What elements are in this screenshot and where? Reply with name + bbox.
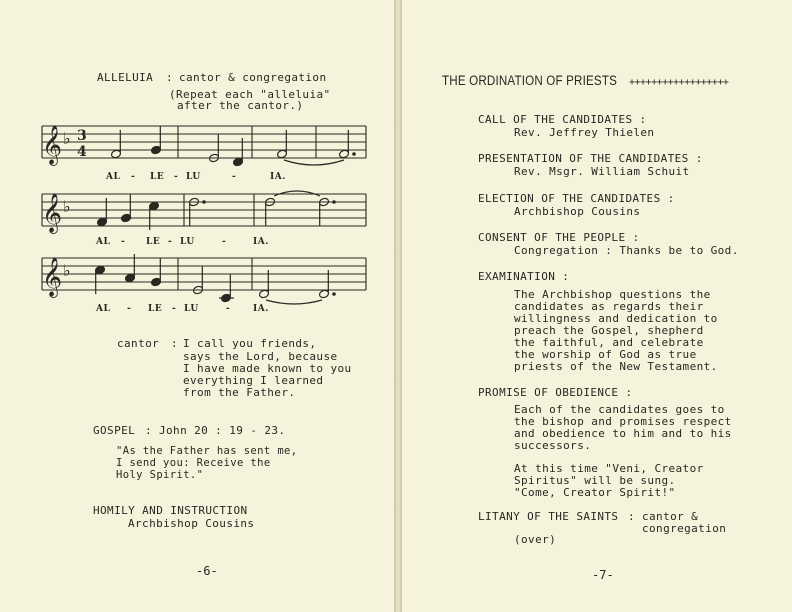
- lyric-hyphen: -: [222, 237, 227, 247]
- section-line: Rev. Msgr. William Schuit: [514, 165, 690, 178]
- gospel-separator: :: [145, 424, 153, 437]
- music-staff-1: [38, 118, 368, 170]
- section-line: willingness and dedication to: [514, 312, 718, 325]
- lyric-hyphen: -: [127, 304, 132, 314]
- lyric-hyphen: -: [232, 172, 237, 182]
- litany-performer: congregation: [642, 522, 727, 535]
- lyric-syllable: LE: [148, 304, 163, 314]
- gospel-quote-line: Holy Spirit.": [116, 469, 204, 481]
- homily-heading: HOMILY AND INSTRUCTION: [93, 504, 248, 517]
- treble-clef-icon: 𝄞: [42, 193, 63, 233]
- page-7: [402, 0, 792, 612]
- cantor-line: I have made known to you: [183, 362, 352, 375]
- cantor-line: everything I learned: [183, 374, 324, 387]
- section-line: Each of the candidates goes to: [514, 403, 725, 416]
- flat-icon: ♭: [63, 261, 71, 280]
- cantor-line: from the Father.: [183, 386, 296, 399]
- treble-clef-icon: 𝄞: [42, 257, 63, 297]
- alleluia-performer: cantor & congregation: [179, 71, 327, 84]
- lyric-hyphen: -: [174, 172, 179, 182]
- alleluia-note-line: after the cantor.): [177, 99, 304, 112]
- section-line: priests of the New Testament.: [514, 360, 718, 373]
- section-heading-consent: CONSENT OF THE PEOPLE :: [478, 231, 640, 244]
- veni-line: At this time "Veni, Creator: [514, 462, 704, 475]
- section-line: the faithful, and celebrate: [514, 336, 704, 349]
- page-6: [0, 0, 394, 612]
- flat-icon: ♭: [63, 129, 71, 148]
- page-number: -6-: [196, 564, 218, 578]
- lyric-syllable: IA.: [270, 172, 286, 182]
- litany-performer: cantor &: [642, 510, 699, 523]
- gospel-quote-line: "As the Father has sent me,: [116, 445, 298, 457]
- homily-name: Archbishop Cousins: [128, 517, 255, 530]
- alleluia-note-line: (Repeat each "alleluia": [169, 88, 331, 101]
- music-staff-3: [38, 250, 368, 306]
- time-signature-top: 3: [77, 128, 87, 144]
- lyric-syllable: AL: [96, 304, 111, 314]
- lyric-hyphen: -: [226, 304, 231, 314]
- section-line: Archbishop Cousins: [514, 205, 641, 218]
- lyric-syllable: IA.: [253, 237, 269, 247]
- section-line: successors.: [514, 439, 592, 452]
- lyric-hyphen: -: [131, 172, 136, 182]
- cantor-label: cantor: [117, 337, 160, 350]
- veni-line: Spiritus" will be sung.: [514, 474, 676, 487]
- cantor-line: I call you friends,: [183, 337, 317, 350]
- center-fold: [394, 0, 402, 612]
- section-heading-obedience: PROMISE OF OBEDIENCE :: [478, 386, 633, 399]
- section-line: The Archbishop questions the: [514, 288, 711, 301]
- lyric-syllable: LU: [186, 172, 201, 182]
- section-heading-examination: EXAMINATION :: [478, 270, 570, 283]
- section-line: Rev. Jeffrey Thielen: [514, 126, 655, 139]
- lyric-syllable: LE: [146, 237, 161, 247]
- section-line: the worship of God as true: [514, 348, 697, 361]
- title-ornament: ++++++++++++++++++: [629, 77, 729, 88]
- section-line: Congregation : Thanks be to God.: [514, 244, 739, 257]
- flat-icon: ♭: [63, 197, 71, 216]
- lyric-syllable: LE: [150, 172, 165, 182]
- section-line: the bishop and promises respect: [514, 415, 732, 428]
- lyric-syllable: LU: [180, 237, 195, 247]
- cantor-line: says the Lord, because: [183, 350, 338, 363]
- lyric-syllable: AL: [106, 172, 121, 182]
- gospel-label: GOSPEL: [93, 424, 136, 437]
- section-line: and obedience to him and to his: [514, 427, 732, 440]
- treble-clef-icon: 𝄞: [42, 125, 63, 165]
- over-note: (over): [514, 533, 557, 546]
- cantor-separator: :: [171, 337, 179, 350]
- litany-heading: LITANY OF THE SAINTS: [478, 510, 619, 523]
- lyric-syllable: AL: [96, 237, 111, 247]
- section-line: candidates as regards their: [514, 300, 704, 313]
- music-staff-2: [38, 186, 368, 236]
- section-line: preach the Gospel, shepherd: [514, 324, 704, 337]
- page-title: THE ORDINATION OF PRIESTS: [442, 73, 618, 88]
- veni-line: "Come, Creator Spirit!": [514, 486, 676, 499]
- litany-separator: :: [628, 510, 636, 523]
- gospel-quote-line: I send you: Receive the: [116, 457, 271, 469]
- lyric-syllable: LU: [184, 304, 199, 314]
- alleluia-separator: :: [166, 71, 174, 84]
- lyric-syllable: IA.: [253, 304, 269, 314]
- section-heading-presentation: PRESENTATION OF THE CANDIDATES :: [478, 152, 703, 165]
- section-heading-call: CALL OF THE CANDIDATES :: [478, 113, 647, 126]
- alleluia-heading: ALLELUIA: [97, 71, 154, 84]
- section-heading-election: ELECTION OF THE CANDIDATES :: [478, 192, 675, 205]
- lyric-hyphen: -: [168, 237, 173, 247]
- page-number: -7-: [592, 568, 614, 582]
- lyric-hyphen: -: [172, 304, 177, 314]
- time-signature-bottom: 4: [77, 144, 87, 160]
- lyric-hyphen: -: [121, 237, 126, 247]
- gospel-reference: John 20 : 19 - 23.: [159, 424, 286, 437]
